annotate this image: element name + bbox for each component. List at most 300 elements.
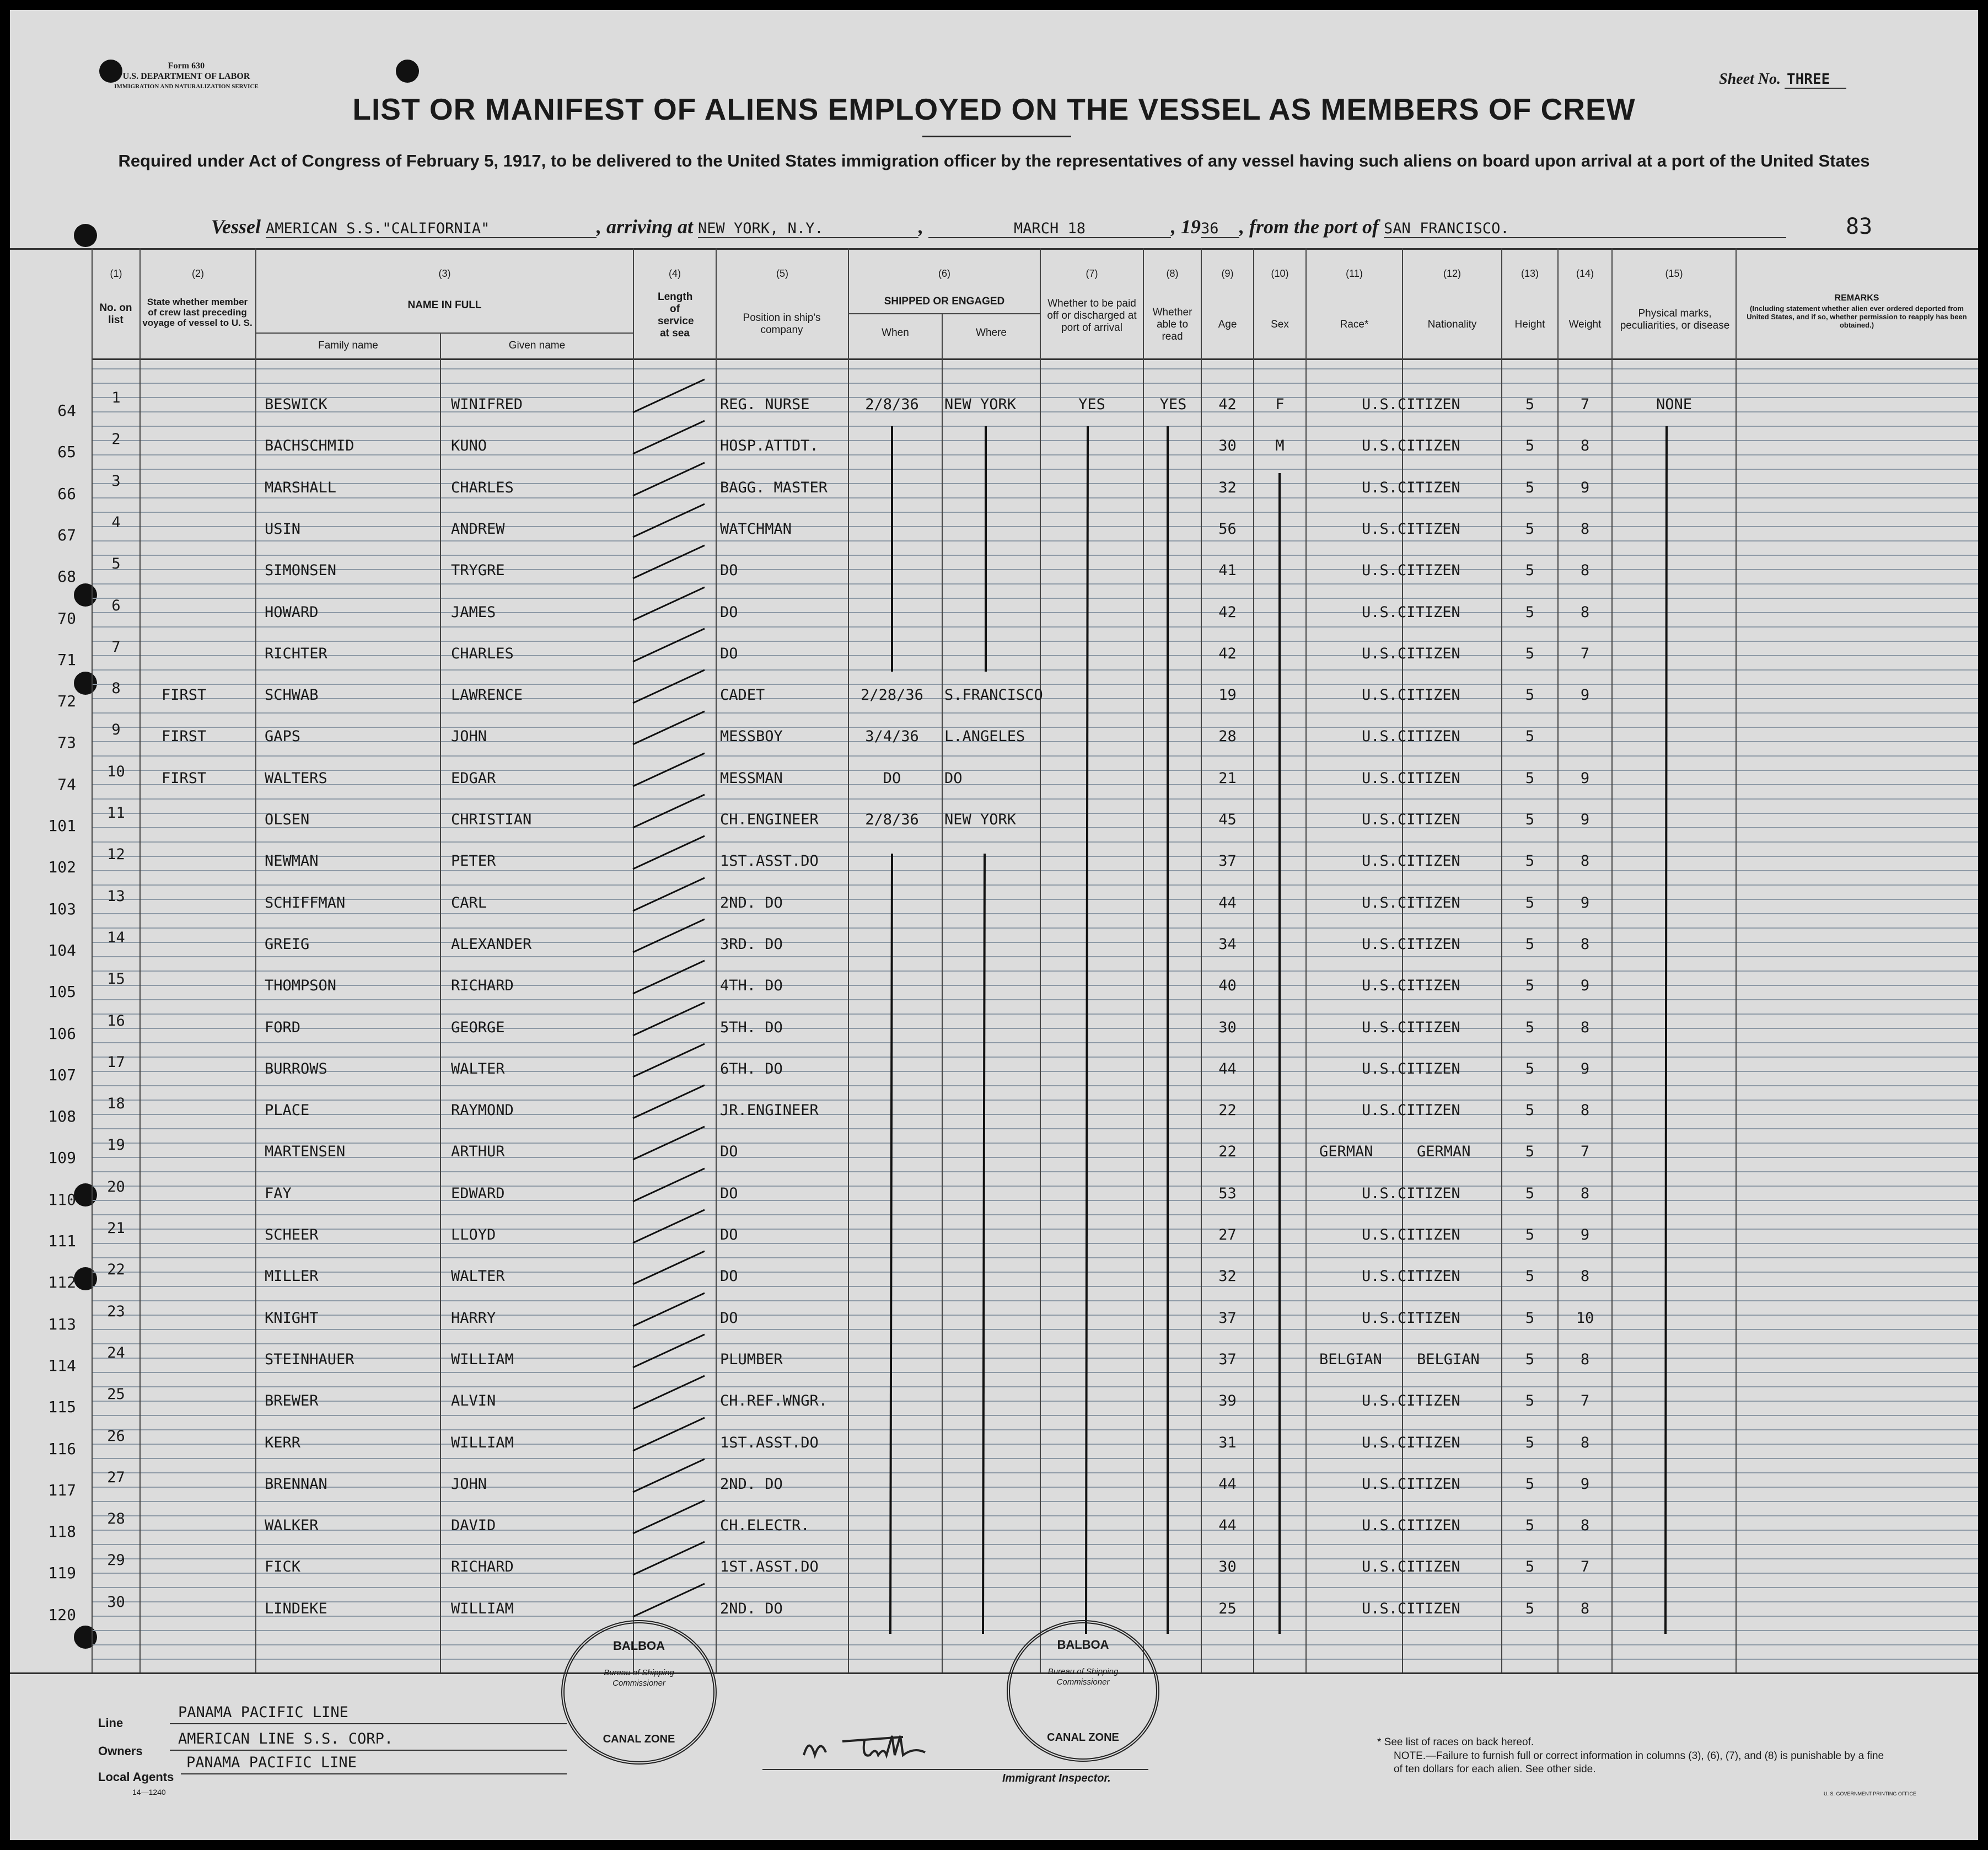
agents-value: PANAMA PACIFIC LINE	[186, 1754, 357, 1771]
line-number-cell: 66	[57, 485, 76, 503]
line-value: PANAMA PACIFIC LINE	[178, 1704, 348, 1721]
given-name-cell: WINIFRED	[451, 396, 523, 413]
list-number-cell: 22	[107, 1261, 125, 1278]
list-number-cell: 19	[107, 1136, 125, 1154]
line-number-cell: 68	[57, 567, 76, 586]
line-number-cell: 109	[48, 1149, 76, 1167]
line-rule	[170, 1723, 567, 1724]
given-name-cell: RAYMOND	[451, 1102, 514, 1119]
height-cell: 5	[1525, 936, 1535, 953]
given-name-cell: KUNO	[451, 437, 487, 454]
position-cell: WATCHMAN	[720, 521, 792, 538]
list-number-cell: 3	[111, 473, 121, 490]
race-cell: U.S.CITIZEN	[1362, 977, 1460, 994]
line-number-cell: 104	[48, 941, 76, 959]
age-cell: 30	[1218, 437, 1237, 454]
age-cell: 37	[1218, 852, 1237, 870]
race-cell: U.S.CITIZEN	[1362, 687, 1460, 704]
race-cell: U.S.CITIZEN	[1362, 479, 1460, 496]
manifest-sheet	[10, 10, 1978, 1840]
weight-cell: 8	[1580, 521, 1590, 538]
weight-cell: 9	[1580, 811, 1590, 828]
family-name-cell: BRENNAN	[265, 1476, 327, 1493]
nationality-cell: GERMAN	[1417, 1143, 1471, 1160]
family-name-cell: SIMONSEN	[265, 562, 337, 579]
weight-cell: 8	[1580, 562, 1590, 579]
race-cell: U.S.CITIZEN	[1362, 1019, 1460, 1036]
list-number-cell: 29	[107, 1552, 125, 1569]
list-number-cell: 21	[107, 1220, 125, 1237]
weight-cell: 10	[1576, 1310, 1594, 1327]
family-name-cell: BACHSCHMID	[265, 437, 354, 454]
line-number-cell: 73	[57, 733, 76, 752]
given-name-cell: JOHN	[451, 1476, 487, 1493]
given-name-cell: WALTER	[451, 1060, 505, 1077]
line-number-cell: 71	[57, 651, 76, 669]
owners-rule	[170, 1750, 567, 1751]
weight-cell: 8	[1580, 1268, 1590, 1285]
owners-value: AMERICAN LINE S.S. CORP.	[178, 1730, 394, 1747]
weight-cell: 7	[1580, 1392, 1590, 1409]
family-name-cell: MILLER	[265, 1268, 319, 1285]
age-cell: 34	[1218, 936, 1237, 953]
col-number: (2)	[192, 268, 204, 279]
family-name-cell: FICK	[265, 1558, 301, 1575]
age-cell: 41	[1218, 562, 1237, 579]
position-cell: DO	[720, 645, 738, 662]
agents-rule	[181, 1773, 567, 1774]
height-cell: 5	[1525, 770, 1535, 787]
family-name-cell: OLSEN	[265, 811, 310, 828]
page-title: LIST OR MANIFEST OF ALIENS EMPLOYED ON THE VESSEL AS MEMBERS OF CREW	[352, 92, 1636, 126]
height-cell: 5	[1525, 1102, 1535, 1119]
weight-cell: 9	[1580, 770, 1590, 787]
col-number: (11)	[1346, 268, 1363, 279]
age-cell: 25	[1218, 1600, 1237, 1617]
family-name-cell: GREIG	[265, 936, 310, 953]
position-cell: DO	[720, 1268, 738, 1285]
line-number-cell: 108	[48, 1107, 76, 1125]
weight-cell: 8	[1580, 1185, 1590, 1202]
position-cell: REG. NURSE	[720, 396, 810, 413]
weight-cell: 9	[1580, 1060, 1590, 1077]
position-cell: DO	[720, 1143, 738, 1160]
line-number-cell: 115	[48, 1398, 76, 1416]
line-number-cell: 74	[57, 775, 76, 793]
arriving-field: NEW YORK, N.Y.	[698, 220, 918, 238]
family-name-cell: RICHTER	[265, 645, 327, 662]
given-name-cell: HARRY	[451, 1310, 496, 1327]
col-header-when: When	[882, 327, 909, 339]
line-number-cell: 70	[57, 609, 76, 628]
position-cell: JR.ENGINEER	[720, 1102, 819, 1119]
weight-cell: 8	[1580, 852, 1590, 870]
given-name-cell: JAMES	[451, 604, 496, 621]
col-number: (13)	[1520, 268, 1539, 279]
given-name-cell: RICHARD	[451, 977, 514, 994]
shipped-where-cell: DO	[944, 770, 963, 787]
line-number-cell: 110	[48, 1191, 76, 1209]
date-field: MARCH 18	[928, 220, 1171, 238]
given-name-cell: CHARLES	[451, 479, 514, 496]
vessel-line: Vessel AMERICAN S.S."CALIFORNIA" , arriving at NEW YORK, N.Y. , MARCH 18 , 1936 , from the port of SAN FRANCISCO.	[211, 215, 1786, 238]
position-cell: 1ST.ASST.DO	[720, 852, 819, 870]
height-cell: 5	[1525, 1351, 1535, 1368]
position-cell: 4TH. DO	[720, 977, 783, 994]
list-number-cell: 13	[107, 888, 125, 905]
position-cell: CH.ENGINEER	[720, 811, 819, 828]
race-cell: U.S.CITIZEN	[1362, 770, 1460, 787]
height-cell: 5	[1525, 1019, 1535, 1036]
weight-cell: 8	[1580, 604, 1590, 621]
printer-mark: U. S. GOVERNMENT PRINTING OFFICE	[1824, 1791, 1916, 1797]
list-number-cell: 20	[107, 1178, 125, 1195]
col-number: (15)	[1665, 268, 1683, 279]
height-cell: 5	[1525, 894, 1535, 911]
family-name-cell: MARSHALL	[265, 479, 337, 496]
position-cell: DO	[720, 1226, 738, 1243]
list-number-cell: 23	[107, 1303, 125, 1320]
list-number-cell: 24	[107, 1344, 125, 1361]
weight-cell: 8	[1580, 1600, 1590, 1617]
list-number-cell: 16	[107, 1012, 125, 1029]
age-cell: 44	[1218, 894, 1237, 911]
col-header-name: NAME IN FULL	[407, 299, 482, 311]
list-number-cell: 12	[107, 846, 125, 863]
family-name-cell: PLACE	[265, 1102, 310, 1119]
age-cell: 53	[1218, 1185, 1237, 1202]
race-cell: U.S.CITIZEN	[1362, 894, 1460, 911]
position-cell: DO	[720, 604, 738, 621]
col-number: (10)	[1271, 268, 1289, 279]
family-name-cell: WALKER	[265, 1517, 319, 1534]
col-header-given-name: Given name	[508, 340, 566, 351]
col-header-race: Race*	[1340, 319, 1369, 330]
line-number-cell: 114	[48, 1356, 76, 1375]
age-cell: 22	[1218, 1143, 1237, 1160]
agents-label: Local Agents	[98, 1770, 174, 1784]
list-number-cell: 9	[111, 721, 121, 738]
position-cell: MESSBOY	[720, 728, 783, 745]
position-cell: MESSMAN	[720, 770, 783, 787]
col-header-remarks-note: (Including statement whether alien ever ordered deported from United States, and if so, whether permission to reapply has been obtained.)	[1747, 304, 1967, 329]
list-number-cell: 15	[107, 970, 125, 988]
race-cell: U.S.CITIZEN	[1362, 1268, 1460, 1285]
line-label: Line	[98, 1716, 123, 1730]
given-name-cell: ALEXANDER	[451, 936, 532, 953]
shipped-when-cell: 2/8/36	[865, 811, 919, 828]
age-cell: 44	[1218, 1060, 1237, 1077]
race-cell: U.S.CITIZEN	[1362, 852, 1460, 870]
height-cell: 5	[1525, 1310, 1535, 1327]
position-cell: 2ND. DO	[720, 1476, 783, 1493]
position-cell: DO	[720, 562, 738, 579]
inspector-label: Immigrant Inspector.	[1002, 1772, 1111, 1784]
col-header-height: Height	[1514, 319, 1545, 330]
list-number-cell: 10	[107, 763, 125, 780]
height-cell: 5	[1525, 1476, 1535, 1493]
given-name-cell: LAWRENCE	[451, 687, 523, 704]
ditto-marks	[10, 10, 1978, 1840]
given-name-cell: WILLIAM	[451, 1600, 514, 1617]
page-number: 83	[1846, 214, 1873, 239]
line-number-cell: 103	[48, 900, 76, 918]
line-number-cell: 120	[48, 1606, 76, 1624]
col-number: (7)	[1086, 268, 1098, 279]
shipped-when-cell: 3/4/36	[865, 728, 919, 745]
list-number-cell: 4	[111, 514, 121, 531]
family-name-cell: SCHWAB	[265, 687, 319, 704]
list-number-cell: 6	[111, 597, 121, 614]
height-cell: 5	[1525, 1060, 1535, 1077]
given-name-cell: TRYGRE	[451, 562, 505, 579]
family-name-cell: MARTENSEN	[265, 1143, 346, 1160]
col-header-paid-off: Whether to be paid off or discharged at port of arrival	[1047, 298, 1137, 334]
position-cell: 1ST.ASST.DO	[720, 1434, 819, 1451]
race-cell: U.S.CITIZEN	[1362, 1310, 1460, 1327]
owners-label: Owners	[98, 1744, 143, 1758]
col-number: (4)	[669, 268, 681, 279]
shipped-when-cell: DO	[883, 770, 901, 787]
col-number: (6)	[938, 268, 950, 279]
height-cell: 5	[1525, 977, 1535, 994]
page-subtitle: Required under Act of Congress of February 5, 1917, to be delivered to the United States immigration officer by the representatives of any vessel having such aliens on board upon arrival at a port of the United States	[118, 151, 1870, 170]
age-cell: 37	[1218, 1351, 1237, 1368]
family-name-cell: USIN	[265, 521, 301, 538]
age-cell: 22	[1218, 1102, 1237, 1119]
weight-cell: 8	[1580, 936, 1590, 953]
position-cell: 5TH. DO	[720, 1019, 783, 1036]
height-cell: 5	[1525, 811, 1535, 828]
canal-zone-stamp: BALBOA Bureau of Shipping Commissioner CANAL ZONE	[561, 1620, 717, 1765]
height-cell: 5	[1525, 1185, 1535, 1202]
age-cell: 42	[1218, 396, 1237, 413]
line-number-cell: 111	[48, 1232, 76, 1250]
height-cell: 5	[1525, 437, 1535, 454]
form-code: 14—1240	[132, 1788, 166, 1797]
list-number-cell: 18	[107, 1095, 125, 1112]
age-cell: 28	[1218, 728, 1237, 745]
family-name-cell: KERR	[265, 1434, 301, 1451]
family-name-cell: WALTERS	[265, 770, 327, 787]
position-cell: BAGG. MASTER	[720, 479, 828, 496]
port-field: SAN FRANCISCO.	[1384, 220, 1786, 238]
position-cell: HOSP.ATTDT.	[720, 437, 819, 454]
height-cell: 5	[1525, 645, 1535, 662]
family-name-cell: GAPS	[265, 728, 301, 745]
age-cell: 21	[1218, 770, 1237, 787]
list-number-cell: 5	[111, 555, 121, 572]
penalty-note: NOTE.—Failure to furnish full or correct information in columns (3), (6), (7), and (8) is punishable by a fine of ten dollars for each alien. See other side.	[1394, 1750, 1884, 1775]
weight-cell: 9	[1580, 894, 1590, 911]
nationality-cell: BELGIAN	[1417, 1351, 1480, 1368]
list-number-cell: 30	[107, 1594, 125, 1611]
height-cell: 5	[1525, 1268, 1535, 1285]
line-number-cell: 65	[57, 443, 76, 461]
position-cell: 1ST.ASST.DO	[720, 1558, 819, 1575]
sex-cell: F	[1275, 396, 1285, 413]
height-cell: 5	[1525, 479, 1535, 496]
weight-cell: 7	[1580, 1558, 1590, 1575]
position-cell: 2ND. DO	[720, 1600, 783, 1617]
weight-cell: 9	[1580, 479, 1590, 496]
weight-cell: 8	[1580, 1517, 1590, 1534]
given-name-cell: JOHN	[451, 728, 487, 745]
line-number-cell: 72	[57, 692, 76, 710]
age-cell: 27	[1218, 1226, 1237, 1243]
height-cell: 5	[1525, 604, 1535, 621]
age-cell: 19	[1218, 687, 1237, 704]
race-cell: U.S.CITIZEN	[1362, 728, 1460, 745]
col-header-shipped: SHIPPED OR ENGAGED	[884, 296, 1005, 307]
given-name-cell: EDGAR	[451, 770, 496, 787]
list-number-cell: 11	[107, 805, 125, 822]
col-header-age: Age	[1218, 319, 1237, 330]
line-number-cell: 107	[48, 1066, 76, 1084]
races-note: * See list of races on back hereof.	[1377, 1736, 1534, 1748]
col-header-physical-marks: Physical marks, peculiarities, or disease	[1620, 308, 1730, 331]
prev-voyage-cell: FIRST	[162, 770, 207, 787]
age-cell: 44	[1218, 1517, 1237, 1534]
family-name-cell: FORD	[265, 1019, 301, 1036]
prev-voyage-cell: FIRST	[162, 687, 207, 704]
family-name-cell: KNIGHT	[265, 1310, 319, 1327]
race-cell: U.S.CITIZEN	[1362, 604, 1460, 621]
col-number: (5)	[776, 268, 788, 279]
given-name-cell: RICHARD	[451, 1558, 514, 1575]
family-name-cell: NEWMAN	[265, 852, 319, 870]
weight-cell: 9	[1580, 1226, 1590, 1243]
race-cell: U.S.CITIZEN	[1362, 1517, 1460, 1534]
race-cell: U.S.CITIZEN	[1362, 1226, 1460, 1243]
age-cell: 32	[1218, 479, 1237, 496]
given-name-cell: WALTER	[451, 1268, 505, 1285]
height-cell: 5	[1525, 728, 1535, 745]
line-number-cell: 118	[48, 1522, 76, 1541]
age-cell: 40	[1218, 977, 1237, 994]
line-number-cell: 102	[48, 858, 76, 876]
family-name-cell: STEINHAUER	[265, 1351, 354, 1368]
race-cell: U.S.CITIZEN	[1362, 1558, 1460, 1575]
age-cell: 37	[1218, 1310, 1237, 1327]
weight-cell: 8	[1580, 1102, 1590, 1119]
race-cell: BELGIAN	[1319, 1351, 1382, 1368]
given-name-cell: ALVIN	[451, 1392, 496, 1409]
race-cell: U.S.CITIZEN	[1362, 811, 1460, 828]
race-cell: U.S.CITIZEN	[1362, 1102, 1460, 1119]
race-cell: GERMAN	[1319, 1143, 1373, 1160]
form-identifier: Form 630 U.S. DEPARTMENT OF LABOR IMMIGRATION AND NATURALIZATION SERVICE	[114, 61, 259, 90]
col-header-sex: Sex	[1271, 319, 1289, 330]
list-number-cell: 8	[111, 680, 121, 697]
given-name-cell: CHRISTIAN	[451, 811, 532, 828]
weight-cell: 8	[1580, 1019, 1590, 1036]
list-number-cell: 28	[107, 1510, 125, 1527]
inspector-signature	[782, 1725, 1013, 1774]
race-cell: U.S.CITIZEN	[1362, 437, 1460, 454]
race-cell: U.S.CITIZEN	[1362, 936, 1460, 953]
age-cell: 42	[1218, 645, 1237, 662]
able-to-read-cell: YES	[1159, 396, 1187, 413]
shipped-where-cell: NEW YORK	[944, 396, 1017, 413]
age-cell: 30	[1218, 1019, 1237, 1036]
weight-cell: 7	[1580, 645, 1590, 662]
position-cell: PLUMBER	[720, 1351, 783, 1368]
position-cell: CADET	[720, 687, 765, 704]
given-name-cell: CHARLES	[451, 645, 514, 662]
col-header-prev-voyage: State whether member of crew last preceding voyage of vessel to U. S.	[142, 297, 252, 328]
given-name-cell: WILLIAM	[451, 1434, 514, 1451]
position-cell: 3RD. DO	[720, 936, 783, 953]
height-cell: 5	[1525, 1600, 1535, 1617]
line-number-cell: 116	[48, 1440, 76, 1458]
height-cell: 5	[1525, 1143, 1535, 1160]
given-name-cell: PETER	[451, 852, 496, 870]
list-number-cell: 14	[107, 929, 125, 946]
family-name-cell: BURROWS	[265, 1060, 327, 1077]
age-cell: 42	[1218, 604, 1237, 621]
age-cell: 31	[1218, 1434, 1237, 1451]
line-number-cell: 113	[48, 1315, 76, 1333]
weight-cell: 8	[1580, 437, 1590, 454]
list-number-cell: 17	[107, 1054, 125, 1071]
weight-cell: 9	[1580, 687, 1590, 704]
family-name-cell: THOMPSON	[265, 977, 337, 994]
height-cell: 5	[1525, 521, 1535, 538]
race-cell: U.S.CITIZEN	[1362, 1434, 1460, 1451]
weight-cell: 8	[1580, 1434, 1590, 1451]
family-name-cell: BESWICK	[265, 396, 327, 413]
list-number-cell: 7	[111, 639, 121, 656]
col-number: (8)	[1166, 268, 1179, 279]
race-cell: U.S.CITIZEN	[1362, 396, 1460, 413]
given-name-cell: DAVID	[451, 1517, 496, 1534]
age-cell: 45	[1218, 811, 1237, 828]
race-cell: U.S.CITIZEN	[1362, 562, 1460, 579]
shipped-when-cell: 2/8/36	[865, 396, 919, 413]
age-cell: 56	[1218, 521, 1237, 538]
given-name-cell: WILLIAM	[451, 1351, 514, 1368]
given-name-cell: LLOYD	[451, 1226, 496, 1243]
list-number-cell: 1	[111, 389, 121, 406]
family-name-cell: BREWER	[265, 1392, 319, 1409]
list-number-cell: 25	[107, 1386, 125, 1403]
list-number-cell: 27	[107, 1469, 125, 1486]
col-header-read: Whether able to read	[1152, 307, 1192, 342]
height-cell: 5	[1525, 562, 1535, 579]
col-number: (1)	[110, 268, 122, 279]
race-cell: U.S.CITIZEN	[1362, 521, 1460, 538]
age-cell: 32	[1218, 1268, 1237, 1285]
line-number-cell: 105	[48, 983, 76, 1001]
physical-marks-cell: NONE	[1656, 396, 1693, 413]
col-header-position: Position in ship's company	[743, 312, 821, 336]
col-number: (9)	[1221, 268, 1234, 279]
height-cell: 5	[1525, 1558, 1535, 1575]
shipped-where-cell: NEW YORK	[944, 811, 1017, 828]
line-number-cell: 67	[57, 526, 76, 544]
family-name-cell: SCHEER	[265, 1226, 319, 1243]
col-header-family-name: Family name	[318, 340, 378, 351]
paid-off-cell: YES	[1078, 396, 1105, 413]
weight-cell: 9	[1580, 977, 1590, 994]
sheet-number: Sheet No. THREE	[1719, 71, 1846, 88]
col-header-no: No. on list	[99, 302, 132, 326]
col-number: (12)	[1443, 268, 1461, 279]
line-number-cell: 64	[57, 401, 76, 420]
family-name-cell: HOWARD	[265, 604, 319, 621]
race-cell: U.S.CITIZEN	[1362, 1185, 1460, 1202]
